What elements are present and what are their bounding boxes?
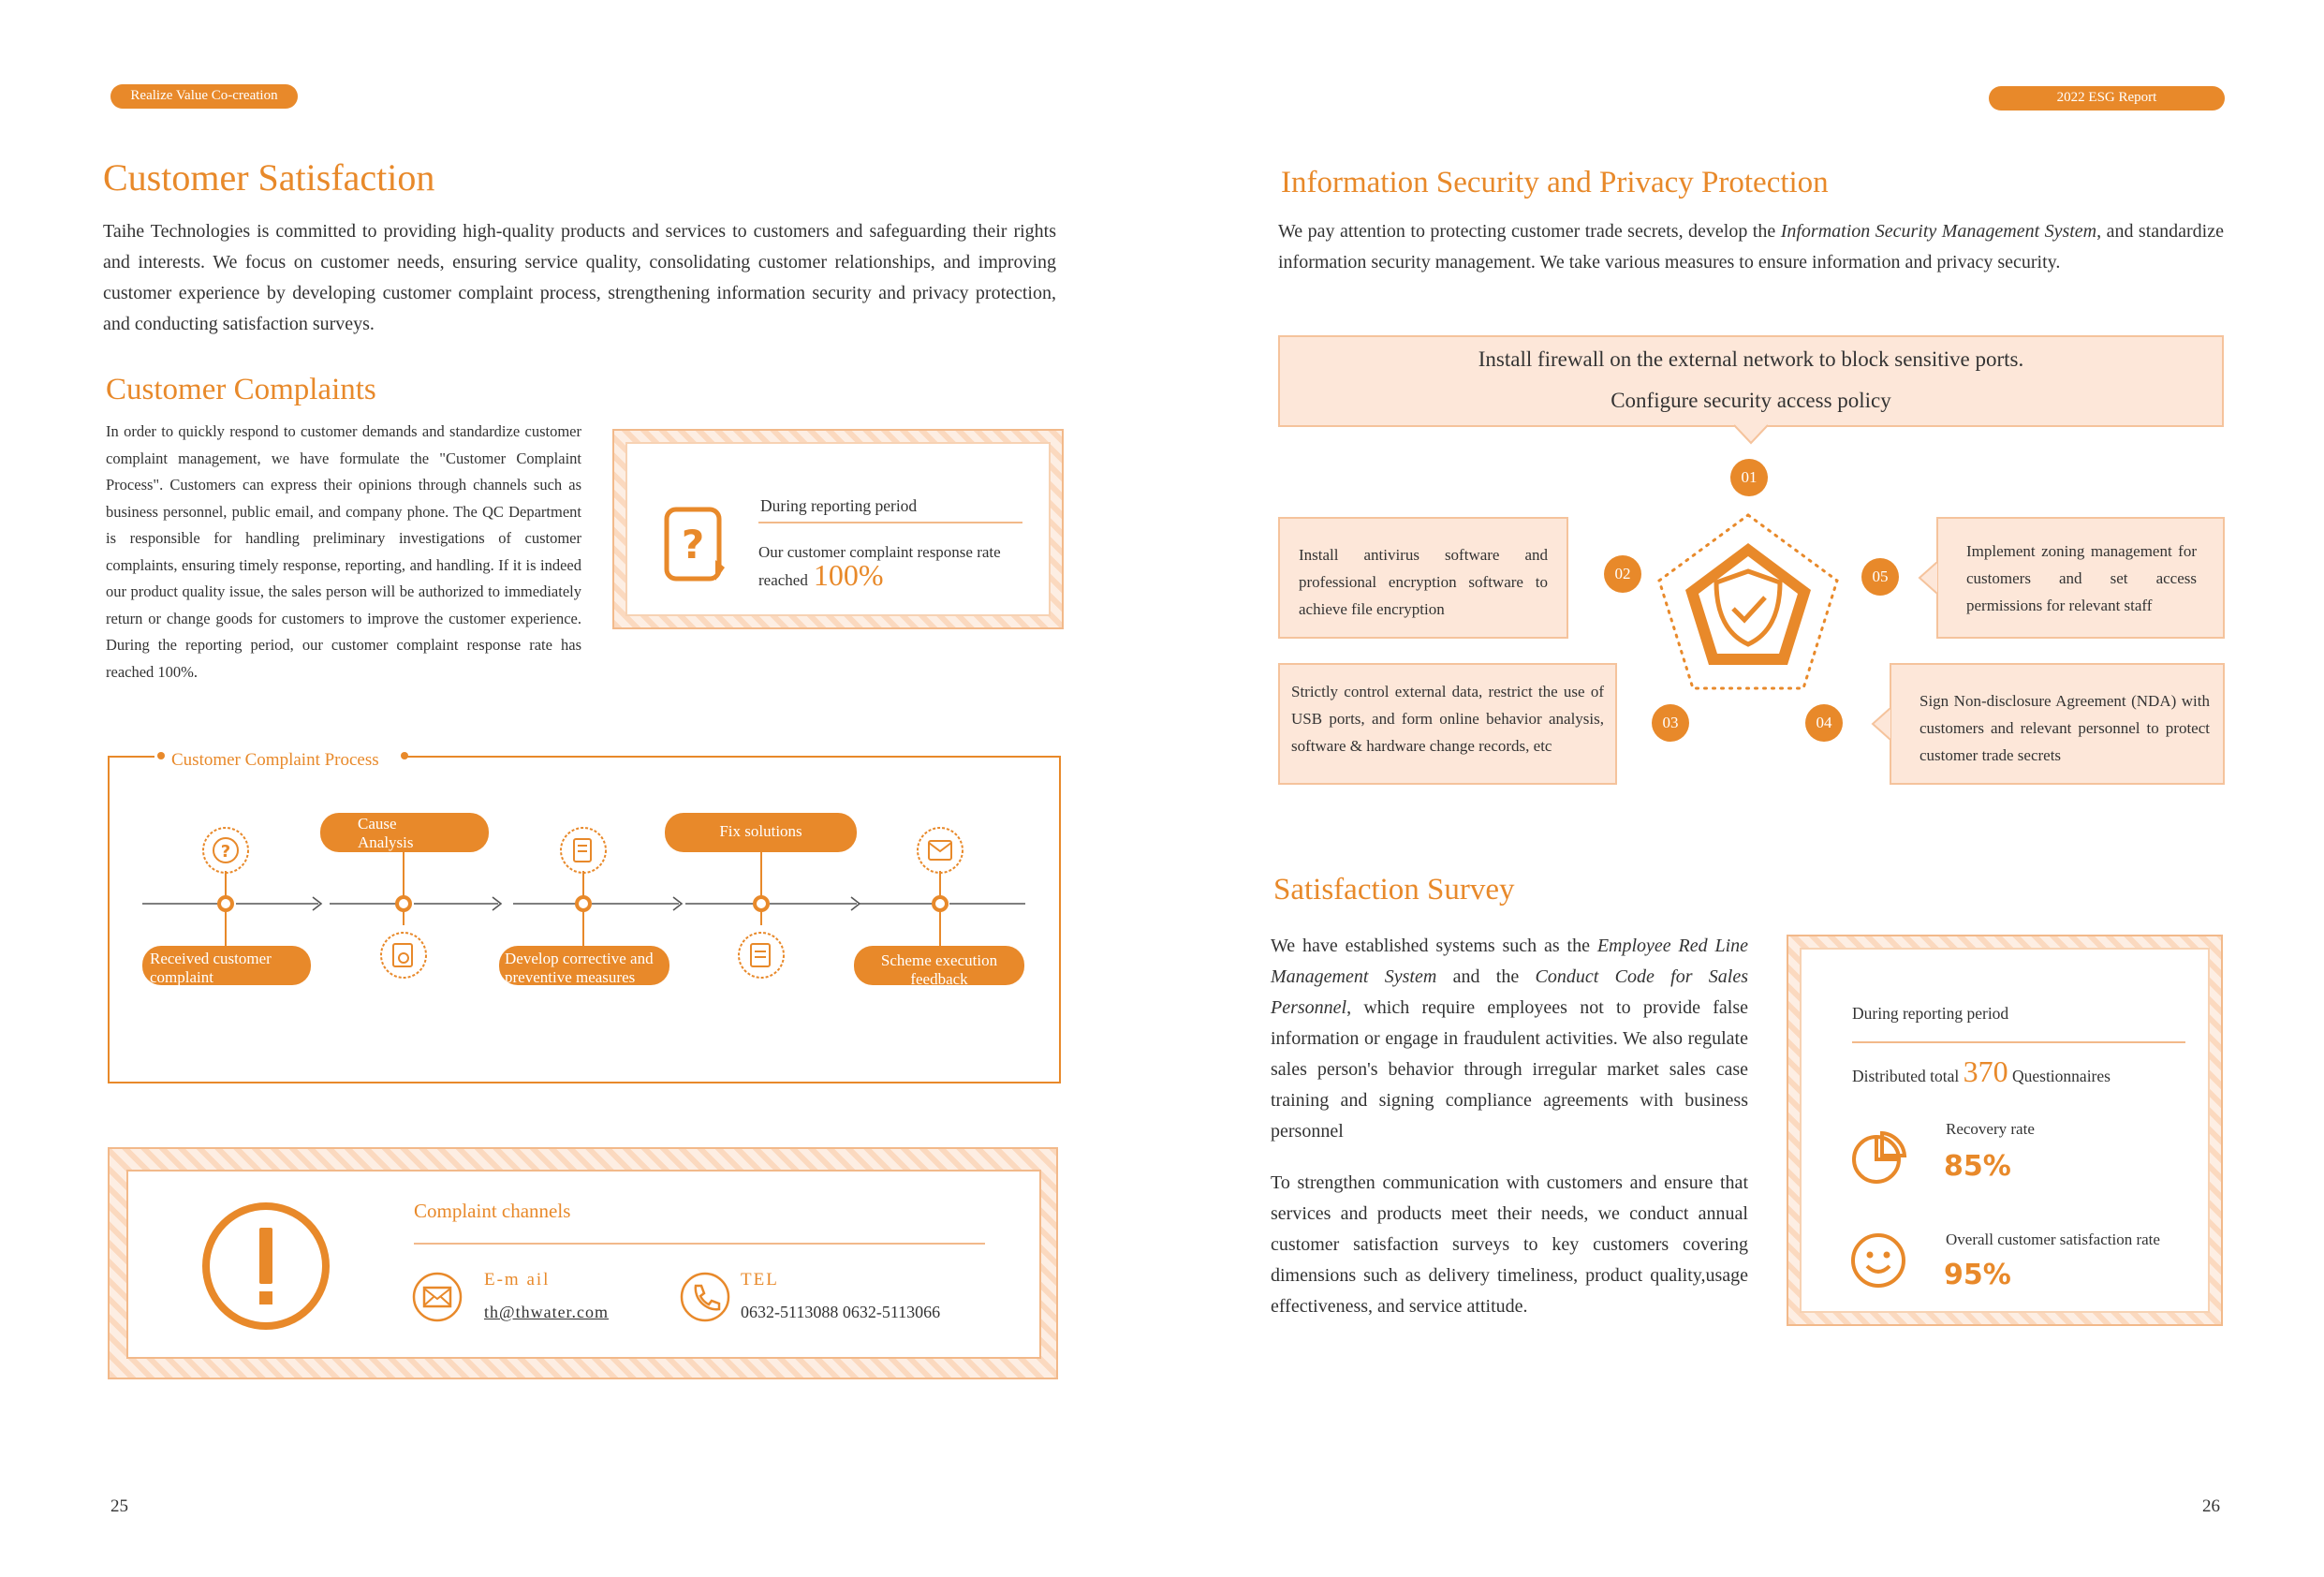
measure-number-04: 04	[1805, 704, 1843, 742]
infosec-intro: We pay attention to protecting customer trade secrets, develop the Information Security Management System, and standardize information security management. We take various measures to ensure information and privacy security.	[1278, 221, 2224, 273]
page-title: Customer Satisfaction	[103, 156, 435, 199]
measure-01-box: Install firewall on the external network to block sensitive ports. Configure security access policy	[1278, 335, 2224, 427]
exclamation-icon	[199, 1200, 332, 1333]
process-step-5: Scheme execution feedback	[854, 946, 1024, 985]
stat-period: During reporting period	[760, 496, 918, 515]
phone-icon	[679, 1271, 731, 1323]
survey-paragraph-1: We have established systems such as the Employee Red Line Management System and the Conduct Code for Sales Personnel, which require employees not to provide false information or engage in fraudulent activities. We also regulate sales person's behavior through irregular market sales case training and signing compliance agreements with business personnel	[1271, 936, 1749, 1142]
process-step-1: Received customer complaint	[142, 946, 311, 985]
stat-value: 100%	[813, 558, 884, 592]
process-title: Customer Complaint Process	[171, 750, 379, 770]
process-step-4: Fix solutions	[665, 813, 857, 852]
security-shield-graphic	[1650, 506, 1846, 702]
recovery-value: 85%	[1944, 1150, 2011, 1183]
complaint-channels-card	[108, 1147, 1058, 1379]
survey-stats-card	[1787, 935, 2223, 1326]
question-phone-icon	[663, 506, 730, 584]
process-dot-right	[401, 752, 408, 759]
survey-divider	[1852, 1041, 2185, 1043]
measure-04-pointer	[1871, 708, 1891, 740]
satisfaction-value: 95%	[1944, 1259, 2011, 1291]
pie-chart-icon	[1848, 1127, 1908, 1187]
satisfaction-label: Overall customer satisfaction rate	[1946, 1231, 2160, 1248]
process-step-2: Cause Analysis	[320, 813, 489, 852]
page-number-left: 25	[110, 1496, 128, 1516]
measure-number-05: 05	[1861, 558, 1899, 596]
measure-01-pointer	[1734, 424, 1768, 445]
page-number-right: 26	[2202, 1496, 2220, 1516]
email-label: E-m ail	[484, 1270, 551, 1290]
report-tag: 2022 ESG Report	[1989, 86, 2225, 111]
email-value[interactable]: th@thwater.com	[484, 1303, 610, 1321]
measure-number-03: 03	[1652, 704, 1689, 742]
measure-04-box: Sign Non-disclosure Agreement (NDA) with customers and relevant personnel to protect customer trade secrets	[1890, 663, 2225, 785]
survey-period: During reporting period	[1852, 1004, 2009, 1023]
measure-05-box: Implement zoning management for customers and set access permissions for relevant staff	[1936, 517, 2225, 639]
measure-03-box: Strictly control external data, restrict the use of USB ports, and form online behavior analysis, software & hardware change records, etc	[1278, 663, 1617, 785]
tel-label: TEL	[741, 1270, 779, 1290]
survey-heading: Satisfaction Survey	[1273, 873, 1515, 906]
intro-paragraph: Taihe Technologies is committed to providing high-quality products and services to customers and safeguarding their rights and interests. We focus on customer needs, ensuring service quality, consolidating customer relationships, and improving customer experience by developing customer complaint process, strengthening information security and privacy protection, and conducting satisfaction surveys.	[103, 221, 1056, 334]
measure-02-box: Install antivirus software and professional encryption software to achieve file encryption	[1278, 517, 1568, 639]
infosec-heading: Information Security and Privacy Protection	[1281, 166, 1829, 199]
recovery-label: Recovery rate	[1946, 1120, 2035, 1138]
tel-value: 0632-5113088 0632-5113066	[741, 1303, 941, 1321]
channels-divider	[414, 1243, 985, 1245]
survey-distributed-value: 370	[1963, 1054, 2008, 1088]
stat-label: Our customer complaint response rate reached 100%	[758, 543, 1001, 592]
stat-divider	[758, 522, 1022, 523]
measure-number-01: 01	[1730, 459, 1768, 496]
email-icon	[411, 1271, 463, 1323]
complaints-paragraph: In order to quickly respond to customer demands and standardize customer complaint management, we have formulate the "Customer Complaint Process". Customers can express their opinions through channels such as business personnel, public email, and company phone. The QC Department is responsible for handling preliminary investigations of customer complaints, ensuring timely response, reporting, and handling. If it is indeed our product quality issue, the sales person will be authorized to immediately return or change goods for customers to improve the customer experience. During the reporting period, our customer complaint response rate has reached 100%.	[106, 422, 581, 681]
section-tag: Realize Value Co-creation	[110, 84, 298, 109]
measure-05-pointer	[1918, 562, 1938, 594]
svg-text:?: ?	[681, 522, 705, 567]
survey-distributed: Distributed total 370 Questionnaires	[1852, 1054, 2111, 1088]
measure-number-02: 02	[1604, 555, 1641, 593]
survey-paragraph-2: To strengthen communication with customers and ensure that services and products meet their needs, we conduct annual customer satisfaction surveys to key customers covering dimensions such as delivery timeliness, product quality,usage effectiveness, and service attitude.	[1271, 1172, 1748, 1317]
smiley-icon	[1848, 1231, 1908, 1290]
process-dot-left	[157, 752, 165, 759]
svg-text:?: ?	[220, 842, 231, 862]
response-rate-card	[612, 429, 1064, 629]
channels-title: Complaint channels	[414, 1200, 571, 1222]
complaints-heading: Customer Complaints	[106, 373, 376, 406]
process-step-3: Develop corrective and preventive measures	[499, 946, 669, 985]
